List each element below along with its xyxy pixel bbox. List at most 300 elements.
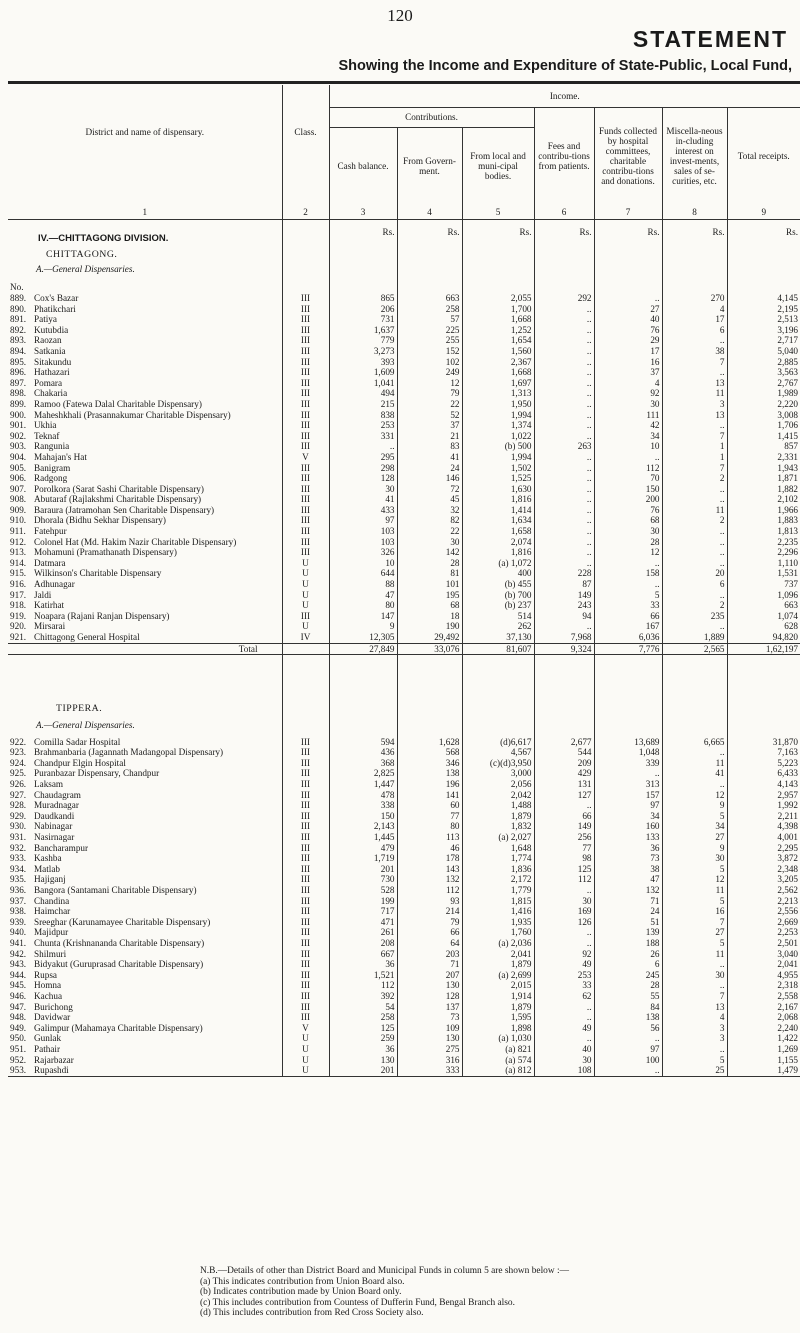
value-cell: (c)(d)3,950 bbox=[462, 758, 534, 769]
row-number: 917. bbox=[10, 589, 27, 600]
value-cell: 2,367 bbox=[462, 357, 534, 368]
dispensary-name: Bidyakut (Guruprasad Charitable Dispensary) bbox=[34, 959, 204, 970]
dispensary-name: Muradnagar bbox=[34, 800, 79, 811]
value-cell: 130 bbox=[397, 980, 462, 991]
value-cell: 101 bbox=[397, 579, 462, 590]
row-number: 904. bbox=[10, 451, 27, 462]
fees-header: Fees and contribu-tions from patients. bbox=[534, 107, 594, 205]
value-cell: .. bbox=[662, 779, 727, 790]
dispensary-name: Sreeghar (Karunamayee Charitable Dispensary) bbox=[34, 916, 211, 927]
row-number: 931. bbox=[10, 832, 27, 843]
value-cell: 400 bbox=[462, 568, 534, 579]
value-cell: 1,269 bbox=[727, 1044, 800, 1055]
table-row bbox=[8, 758, 800, 769]
class-cell: III bbox=[282, 441, 329, 452]
row-number: 914. bbox=[10, 557, 27, 568]
value-cell: 137 bbox=[397, 1002, 462, 1013]
value-cell: 27 bbox=[662, 832, 727, 843]
district-heading: CHITTAGONG. bbox=[46, 249, 118, 261]
table-row bbox=[8, 463, 800, 474]
value-cell: .. bbox=[594, 768, 662, 779]
value-cell: 5 bbox=[662, 811, 727, 822]
value-cell: 178 bbox=[397, 853, 462, 864]
table-row bbox=[8, 537, 800, 548]
value-cell: 544 bbox=[534, 747, 594, 758]
value-cell: 40 bbox=[594, 314, 662, 325]
value-cell: (a) 1,030 bbox=[462, 1033, 534, 1044]
value-cell: 2,068 bbox=[727, 1012, 800, 1023]
value-cell: 5,223 bbox=[727, 758, 800, 769]
value-cell: 42 bbox=[594, 420, 662, 431]
value-cell: 7,163 bbox=[727, 747, 800, 758]
col-number: 5 bbox=[462, 205, 534, 219]
value-cell: 263 bbox=[534, 441, 594, 452]
value-cell: 235 bbox=[662, 611, 727, 622]
class-cell: III bbox=[282, 991, 329, 1002]
value-cell: .. bbox=[594, 579, 662, 590]
value-cell: 3 bbox=[662, 399, 727, 410]
row-number: 891. bbox=[10, 314, 27, 325]
dispensary-name: Nasirnagar bbox=[34, 832, 75, 843]
value-cell: 160 bbox=[594, 821, 662, 832]
value-cell: 1,654 bbox=[462, 335, 534, 346]
class-cell: III bbox=[282, 864, 329, 875]
row-number: 953. bbox=[10, 1065, 27, 1076]
class-cell: III bbox=[282, 325, 329, 336]
value-cell: (a) 812 bbox=[462, 1065, 534, 1076]
dispensary-name: Banigram bbox=[34, 462, 71, 473]
value-cell: 1,898 bbox=[462, 1023, 534, 1034]
value-cell: 76 bbox=[594, 325, 662, 336]
value-cell: 133 bbox=[594, 832, 662, 843]
class-cell: III bbox=[282, 431, 329, 442]
class-cell: III bbox=[282, 410, 329, 421]
table-row bbox=[8, 906, 800, 917]
class-cell: III bbox=[282, 526, 329, 537]
value-cell: .. bbox=[662, 526, 727, 537]
value-cell: 82 bbox=[397, 515, 462, 526]
table-row bbox=[8, 790, 800, 801]
footnote: (c) This includes contribution from Countess of Dufferin Fund, Bengal Branch also. bbox=[200, 1297, 515, 1308]
footnotes bbox=[200, 1266, 569, 1319]
table-row bbox=[8, 431, 800, 442]
value-cell: 37,130 bbox=[462, 632, 534, 643]
value-cell: 21 bbox=[397, 431, 462, 442]
value-cell: 1,779 bbox=[462, 885, 534, 896]
row-number: 908. bbox=[10, 494, 27, 505]
value-cell: 5 bbox=[662, 938, 727, 949]
value-cell: .. bbox=[534, 526, 594, 537]
class-cell: III bbox=[282, 357, 329, 368]
value-cell: 1,943 bbox=[727, 463, 800, 474]
class-cell: III bbox=[282, 293, 329, 304]
value-cell: 37 bbox=[397, 420, 462, 431]
row-number: 938. bbox=[10, 906, 27, 917]
value-cell: 1,992 bbox=[727, 800, 800, 811]
dispensary-name: Adhunagar bbox=[34, 579, 75, 590]
value-cell: 1,658 bbox=[462, 526, 534, 537]
table-row bbox=[8, 314, 800, 325]
chittagong-total bbox=[8, 643, 800, 655]
row-number: 913. bbox=[10, 547, 27, 558]
value-cell: .. bbox=[662, 1044, 727, 1055]
value-cell: .. bbox=[534, 325, 594, 336]
value-cell: 346 bbox=[397, 758, 462, 769]
table-row bbox=[8, 293, 800, 304]
currency-label: Rs. bbox=[662, 219, 727, 245]
total-cell: 9,324 bbox=[534, 643, 594, 655]
value-cell: 2,235 bbox=[727, 537, 800, 548]
row-number: 923. bbox=[10, 747, 27, 758]
value-cell: 88 bbox=[329, 579, 397, 590]
value-cell: 41 bbox=[329, 494, 397, 505]
value-cell: 1,966 bbox=[727, 505, 800, 516]
dispensary-name: Sitakundu bbox=[34, 356, 72, 367]
value-cell: 97 bbox=[594, 1044, 662, 1055]
value-cell: 12 bbox=[662, 790, 727, 801]
class-cell: III bbox=[282, 949, 329, 960]
value-cell: 125 bbox=[534, 864, 594, 875]
value-cell: 9 bbox=[662, 800, 727, 811]
value-cell: 54 bbox=[329, 1002, 397, 1013]
value-cell: .. bbox=[534, 558, 594, 569]
value-cell: 1 bbox=[662, 441, 727, 452]
value-cell: 125 bbox=[329, 1023, 397, 1034]
dispensary-name: Colonel Hat (Md. Hakim Nazir Charitable Dispensary) bbox=[34, 536, 237, 547]
value-cell: 79 bbox=[397, 917, 462, 928]
table-row bbox=[8, 768, 800, 779]
row-number: 919. bbox=[10, 610, 27, 621]
value-cell: 1,502 bbox=[462, 463, 534, 474]
value-cell: .. bbox=[662, 558, 727, 569]
value-cell: 103 bbox=[329, 526, 397, 537]
row-number: 906. bbox=[10, 473, 27, 484]
value-cell: 71 bbox=[594, 896, 662, 907]
value-cell: 94 bbox=[534, 611, 594, 622]
value-cell: .. bbox=[534, 314, 594, 325]
value-cell: 37 bbox=[594, 367, 662, 378]
value-cell: 4,955 bbox=[727, 970, 800, 981]
value-cell: 52 bbox=[397, 410, 462, 421]
table-row bbox=[8, 484, 800, 495]
dispensary-name: Wilkinson's Charitable Dispensary bbox=[34, 568, 162, 579]
class-cell: III bbox=[282, 515, 329, 526]
value-cell: 188 bbox=[594, 938, 662, 949]
class-cell: III bbox=[282, 832, 329, 843]
value-cell: .. bbox=[662, 494, 727, 505]
value-cell: 34 bbox=[594, 431, 662, 442]
value-cell: 49 bbox=[534, 1023, 594, 1034]
dispensary-name: Raozan bbox=[34, 335, 62, 346]
value-cell: 38 bbox=[594, 864, 662, 875]
row-number: 937. bbox=[10, 895, 27, 906]
value-cell: .. bbox=[662, 484, 727, 495]
value-cell: 295 bbox=[329, 452, 397, 463]
dispensary-name: Bangora (Santamani Charitable Dispensary) bbox=[34, 885, 197, 895]
value-cell: 838 bbox=[329, 410, 397, 421]
value-cell: 2,015 bbox=[462, 980, 534, 991]
value-cell: .. bbox=[662, 959, 727, 970]
class-cell: III bbox=[282, 938, 329, 949]
local-header: From local and muni-cipal bodies. bbox=[462, 127, 534, 205]
table-row bbox=[8, 399, 800, 410]
class-cell: V bbox=[282, 1023, 329, 1034]
value-cell: 214 bbox=[397, 906, 462, 917]
statement-title: STATEMENT bbox=[632, 26, 788, 52]
value-cell: 11 bbox=[662, 885, 727, 896]
value-cell: 2,167 bbox=[727, 1002, 800, 1013]
row-number: 946. bbox=[10, 990, 27, 1001]
value-cell: 1,048 bbox=[594, 747, 662, 758]
row-number: 893. bbox=[10, 335, 27, 346]
value-cell: 3 bbox=[662, 1023, 727, 1034]
row-number: 916. bbox=[10, 579, 27, 590]
value-cell: 60 bbox=[397, 800, 462, 811]
dispensary-name: Mahajan's Hat bbox=[34, 451, 87, 462]
dispensary-name: Pathair bbox=[34, 1043, 61, 1054]
class-cell: III bbox=[282, 335, 329, 346]
value-cell: 108 bbox=[534, 1065, 594, 1076]
row-number: 899. bbox=[10, 398, 27, 409]
value-cell: 24 bbox=[594, 906, 662, 917]
table-row bbox=[8, 1065, 800, 1076]
value-cell: 2 bbox=[662, 473, 727, 484]
value-cell: .. bbox=[534, 357, 594, 368]
row-number: 926. bbox=[10, 779, 27, 790]
class-cell: III bbox=[282, 314, 329, 325]
value-cell: 1,700 bbox=[462, 304, 534, 315]
row-number: 944. bbox=[10, 969, 27, 980]
dispensary-name: Bancharampur bbox=[34, 842, 89, 853]
class-cell: III bbox=[282, 494, 329, 505]
value-cell: 149 bbox=[534, 590, 594, 601]
chittagong-rows bbox=[8, 293, 800, 643]
value-cell: 4 bbox=[662, 304, 727, 315]
table-row bbox=[8, 970, 800, 981]
table-row bbox=[8, 547, 800, 558]
tippera-rows bbox=[8, 737, 800, 1077]
value-cell: 298 bbox=[329, 463, 397, 474]
value-cell: 3,872 bbox=[727, 853, 800, 864]
value-cell: 2,296 bbox=[727, 547, 800, 558]
value-cell: 393 bbox=[329, 357, 397, 368]
value-cell: 433 bbox=[329, 505, 397, 516]
dispensary-name: Porolkora (Sarat Sashi Charitable Dispensary) bbox=[34, 483, 204, 494]
dispensary-name: Rangunia bbox=[34, 441, 70, 452]
class-cell: III bbox=[282, 970, 329, 981]
value-cell: 62 bbox=[534, 991, 594, 1002]
value-cell: 4,145 bbox=[727, 293, 800, 304]
value-cell: 1,595 bbox=[462, 1012, 534, 1023]
value-cell: 25 bbox=[662, 1065, 727, 1076]
value-cell: 3,205 bbox=[727, 874, 800, 885]
value-cell: .. bbox=[662, 335, 727, 346]
value-cell: 12 bbox=[594, 547, 662, 558]
value-cell: 41 bbox=[397, 452, 462, 463]
value-cell: 2,042 bbox=[462, 790, 534, 801]
dispensary-name: Mirsarai bbox=[34, 621, 66, 632]
value-cell: 12 bbox=[397, 378, 462, 389]
value-cell: 31,870 bbox=[727, 737, 800, 748]
class-cell: U bbox=[282, 568, 329, 579]
col-number: 2 bbox=[282, 205, 329, 219]
value-cell: 66 bbox=[594, 611, 662, 622]
value-cell: 256 bbox=[534, 832, 594, 843]
row-number: 947. bbox=[10, 1001, 27, 1012]
dispensary-name: Kutubdia bbox=[34, 324, 69, 335]
table-row bbox=[8, 843, 800, 854]
value-cell: 338 bbox=[329, 800, 397, 811]
table-row bbox=[8, 526, 800, 537]
value-cell: 4,567 bbox=[462, 747, 534, 758]
value-cell: 9 bbox=[662, 843, 727, 854]
value-cell: 128 bbox=[397, 991, 462, 1002]
value-cell: 1,313 bbox=[462, 388, 534, 399]
value-cell: 72 bbox=[397, 484, 462, 495]
value-cell: 1,637 bbox=[329, 325, 397, 336]
row-number: 942. bbox=[10, 948, 27, 959]
table-row bbox=[8, 335, 800, 346]
value-cell: 857 bbox=[727, 441, 800, 452]
value-cell: .. bbox=[534, 304, 594, 315]
value-cell: 436 bbox=[329, 747, 397, 758]
value-cell: 128 bbox=[329, 473, 397, 484]
value-cell: 22 bbox=[397, 399, 462, 410]
value-cell: 56 bbox=[594, 1023, 662, 1034]
value-cell: 77 bbox=[397, 811, 462, 822]
value-cell: 1,816 bbox=[462, 547, 534, 558]
value-cell: 97 bbox=[329, 515, 397, 526]
value-cell: 94,820 bbox=[727, 632, 800, 643]
value-cell: 1,760 bbox=[462, 927, 534, 938]
value-cell: 6,036 bbox=[594, 632, 662, 643]
value-cell: 201 bbox=[329, 864, 397, 875]
value-cell: 1,989 bbox=[727, 388, 800, 399]
value-cell: 594 bbox=[329, 737, 397, 748]
value-cell: 4 bbox=[662, 1012, 727, 1023]
row-number: 949. bbox=[10, 1022, 27, 1033]
table-row bbox=[8, 378, 800, 389]
table-row bbox=[8, 325, 800, 336]
value-cell: 7 bbox=[662, 917, 727, 928]
value-cell: 1,628 bbox=[397, 737, 462, 748]
value-cell: 258 bbox=[329, 1012, 397, 1023]
row-number: 930. bbox=[10, 821, 27, 832]
dispensary-name: Rupsa bbox=[34, 969, 57, 980]
value-cell: 4 bbox=[594, 378, 662, 389]
dispensary-name: Matlab bbox=[34, 863, 61, 874]
value-cell: 4,001 bbox=[727, 832, 800, 843]
value-cell: 68 bbox=[397, 600, 462, 611]
value-cell: 66 bbox=[397, 927, 462, 938]
value-cell: 5 bbox=[594, 590, 662, 601]
value-cell: 73 bbox=[594, 853, 662, 864]
value-cell: .. bbox=[534, 494, 594, 505]
table-row bbox=[8, 388, 800, 399]
class-cell: III bbox=[282, 821, 329, 832]
dispensary-name: Patiya bbox=[34, 314, 57, 325]
table-row bbox=[8, 800, 800, 811]
table-row bbox=[8, 621, 800, 632]
value-cell: 33 bbox=[534, 980, 594, 991]
value-cell: 717 bbox=[329, 906, 397, 917]
value-cell: 5 bbox=[662, 864, 727, 875]
value-cell: 150 bbox=[329, 811, 397, 822]
value-cell: 169 bbox=[534, 906, 594, 917]
value-cell: 2,957 bbox=[727, 790, 800, 801]
value-cell: 167 bbox=[594, 621, 662, 632]
dispensary-name: Gunlak bbox=[34, 1033, 62, 1044]
value-cell: 479 bbox=[329, 843, 397, 854]
col-number: 8 bbox=[662, 205, 727, 219]
value-cell: 568 bbox=[397, 747, 462, 758]
value-cell: 1,994 bbox=[462, 452, 534, 463]
class-cell: III bbox=[282, 927, 329, 938]
value-cell: 138 bbox=[594, 1012, 662, 1023]
value-cell: 13 bbox=[662, 1002, 727, 1013]
value-cell: 80 bbox=[329, 600, 397, 611]
value-cell: 1,110 bbox=[727, 558, 800, 569]
value-cell: 1,609 bbox=[329, 367, 397, 378]
value-cell: 30 bbox=[594, 399, 662, 410]
table-row bbox=[8, 980, 800, 991]
value-cell: 1,879 bbox=[462, 959, 534, 970]
class-cell: III bbox=[282, 811, 329, 822]
value-cell: .. bbox=[594, 1065, 662, 1076]
value-cell: 199 bbox=[329, 896, 397, 907]
value-cell: .. bbox=[534, 420, 594, 431]
class-cell: III bbox=[282, 367, 329, 378]
currency-label: Rs. bbox=[462, 219, 534, 245]
table-row bbox=[8, 357, 800, 368]
value-cell: 200 bbox=[594, 494, 662, 505]
value-cell: 737 bbox=[727, 579, 800, 590]
value-cell: 29,492 bbox=[397, 632, 462, 643]
row-number: 928. bbox=[10, 800, 27, 811]
value-cell: 64 bbox=[397, 938, 462, 949]
dispensary-name: Chandpur Elgin Hospital bbox=[34, 757, 126, 768]
class-cell: III bbox=[282, 980, 329, 991]
value-cell: 208 bbox=[329, 938, 397, 949]
value-cell: 1,531 bbox=[727, 568, 800, 579]
value-cell: 2,195 bbox=[727, 304, 800, 315]
value-cell: 2,717 bbox=[727, 335, 800, 346]
value-cell: 79 bbox=[397, 388, 462, 399]
table-row bbox=[8, 885, 800, 896]
value-cell: 6,665 bbox=[662, 737, 727, 748]
dispensary-name: Kachua bbox=[34, 990, 63, 1001]
value-cell: 93 bbox=[397, 896, 462, 907]
dispensary-name: Homna bbox=[34, 980, 62, 991]
value-cell: 262 bbox=[462, 621, 534, 632]
value-cell: 26 bbox=[594, 949, 662, 960]
total-header: Total receipts. bbox=[727, 107, 800, 205]
value-cell: 102 bbox=[397, 357, 462, 368]
value-cell: 109 bbox=[397, 1023, 462, 1034]
value-cell: 126 bbox=[534, 917, 594, 928]
table-row bbox=[8, 515, 800, 526]
dispensary-name: Chittagong General Hospital bbox=[34, 632, 140, 642]
value-cell: 245 bbox=[594, 970, 662, 981]
page-number: 120 bbox=[387, 6, 413, 25]
value-cell: 34 bbox=[662, 821, 727, 832]
value-cell: 2,172 bbox=[462, 874, 534, 885]
class-cell: III bbox=[282, 346, 329, 357]
class-cell: U bbox=[282, 590, 329, 601]
value-cell: 1,414 bbox=[462, 505, 534, 516]
dispensary-name: Ramoo (Fatewa Dalal Charitable Dispensary) bbox=[34, 398, 202, 409]
value-cell: 2,211 bbox=[727, 811, 800, 822]
